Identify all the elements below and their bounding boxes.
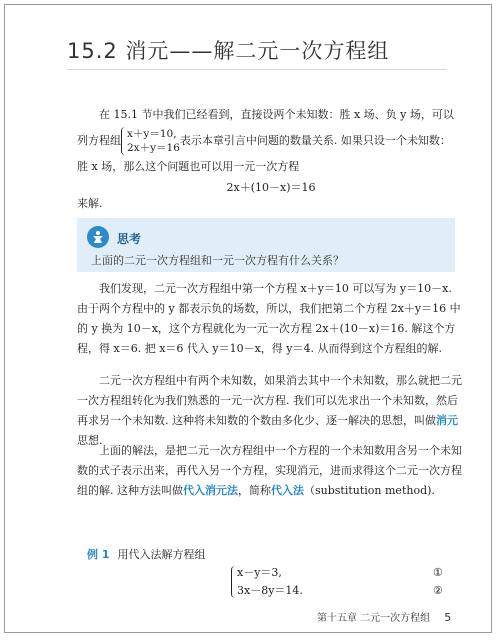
paragraph-3-text: 上面的解法，是把二元一次方程组中一个方程的一个未知数用含另一个未知数的式子表示出来，再代入另一个方程，实现消元，进而求得这个二元一次方程组的解. 这种方法叫做 (77, 444, 462, 497)
term-substitution: 代入法 (271, 484, 304, 497)
think-label: 思考 (117, 232, 142, 246)
intro-line-3: 胜 x 场，那么这个问题也可以用一元一次方程 (77, 160, 300, 173)
example-number: 例 1 (87, 548, 110, 561)
example-system-brace (231, 566, 236, 598)
page-footer (317, 609, 451, 624)
intro-equation: 2x＋(10－x)＝16 (226, 181, 316, 194)
equation-marker-1: ① (433, 566, 443, 579)
equation-marker-2: ② (433, 584, 443, 597)
paragraph-2-end: 思想. (77, 434, 103, 447)
think-box (77, 218, 455, 272)
intro-line-4: 来解. (77, 197, 103, 210)
example-equation-system (231, 564, 303, 600)
term-elimination: 消元 (436, 414, 458, 427)
equation-markers (433, 564, 443, 600)
intro-line-2 (77, 127, 465, 155)
intro-equation-system (121, 127, 180, 155)
intro-line-2-prefix: 列方程组 (77, 134, 121, 147)
example-eq-1: x－y＝3, (237, 566, 282, 579)
paragraph-3-mid: ，简称 (238, 484, 271, 497)
example-text: 用代入法解方程组 (117, 548, 206, 561)
intro-line-2-suffix: 表示本章引言中问题的数量关系. 如果只设一个未知数： (179, 134, 451, 147)
example-eq-2: 3x－8y＝14. (237, 584, 303, 597)
section-title: 15.2 消元——解二元一次方程组 (67, 39, 390, 63)
system-eq-2: 2x＋y＝16 (127, 142, 180, 154)
paragraph-3-end: （substitution method). (304, 484, 435, 497)
title-divider (67, 69, 447, 70)
thinking-person-icon (87, 226, 109, 248)
page-number: 5 (444, 611, 452, 624)
paragraph-2 (77, 371, 465, 451)
system-brace (121, 127, 126, 155)
system-eq-1: x＋y＝10, (127, 128, 177, 140)
textbook-page (4, 4, 492, 633)
intro-line-1: 在 15.1 节中我们已经看到，直接设两个未知数：胜 x 场、负 y 场，可以 (99, 108, 454, 121)
paragraph-2-text: 二元一次方程组中有两个未知数，如果消去其中一个未知数，那么就把二元一次方程组转化为我们熟悉的一元一次方程. 我们可以先求出一个未知数，然后再求另一个未知数. 这种将未知数的个数由多化少、逐一解决的思想，叫做 (77, 374, 462, 427)
term-substitution-elimination: 代入消元法 (183, 484, 238, 497)
example-heading (87, 546, 205, 562)
paragraph-3 (77, 441, 465, 501)
think-question: 上面的二元一次方程组和一元一次方程有什么关系？ (91, 254, 344, 267)
footer-chapter: 第十五章 二元一次方程组 (317, 613, 431, 624)
paragraph-1: 我们发现，二元一次方程组中第一个方程 x＋y＝10 可以写为 y＝10－x. 由于两个方程中的 y 都表示负的场数，所以，我们把第二个方程 2x＋y＝16 中的 y 换为 10－x，这个方程就化为一元一次方程 2x＋(10－x)＝16. 解这个方程，得 x＝6. 把 x＝6 代入 y＝10－x，得 y＝4. 从而得到这个方程组的解. (77, 282, 461, 355)
